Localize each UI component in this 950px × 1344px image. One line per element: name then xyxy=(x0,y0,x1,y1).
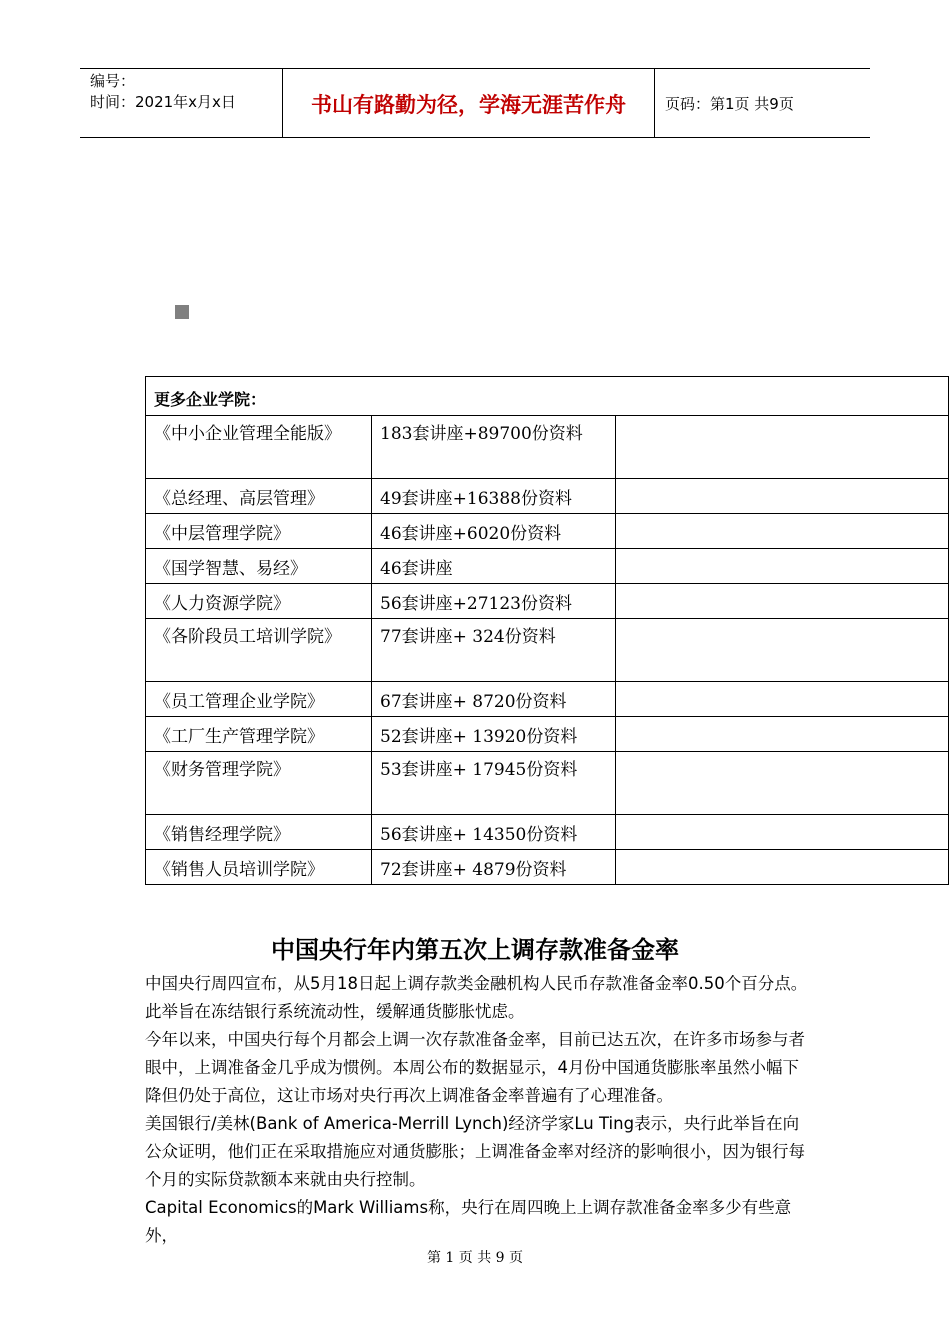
course-name: 《工厂生产管理学院》 xyxy=(146,717,372,752)
table-heading-row xyxy=(146,377,949,416)
course-name: 《销售经理学院》 xyxy=(146,815,372,850)
empty-cell xyxy=(616,752,949,815)
course-name: 《国学智慧、易经》 xyxy=(146,549,372,584)
course-desc: 53套讲座+ 17945份资料 xyxy=(372,752,616,815)
article-paragraph: 美国银行/美林(Bank of America-Merrill Lynch)经济学家Lu Ting表示，央行此举旨在向公众证明，他们正在采取措施应对通货膨胀；上调准备金率对经济的影响很小，因为银行每个月的实际贷款额本来就由央行控制。 xyxy=(145,1114,805,1189)
empty-cell xyxy=(616,416,949,479)
course-desc: 46套讲座+6020份资料 xyxy=(372,514,616,549)
course-desc: 183套讲座+89700份资料 xyxy=(372,416,616,479)
course-desc: 56套讲座+ 14350份资料 xyxy=(372,815,616,850)
course-desc: 46套讲座 xyxy=(372,549,616,584)
course-desc: 52套讲座+ 13920份资料 xyxy=(372,717,616,752)
empty-cell xyxy=(616,619,949,682)
table-row xyxy=(146,850,949,885)
table-row xyxy=(146,815,949,850)
course-name: 《中层管理学院》 xyxy=(146,514,372,549)
article-paragraph: 今年以来，中国央行每个月都会上调一次存款准备金率，目前已达五次，在许多市场参与者眼中，上调准备金几乎成为惯例。本周公布的数据显示，4月份中国通货膨胀率虽然小幅下降但仍处于高位，这让市场对央行再次上调准备金率普遍有了心理准备。 xyxy=(145,1030,805,1105)
header-meta xyxy=(90,71,280,113)
table-row xyxy=(146,619,949,682)
page-footer: 第 1 页 共 9 页 xyxy=(426,1250,524,1266)
course-desc: 56套讲座+27123份资料 xyxy=(372,584,616,619)
empty-cell xyxy=(616,549,949,584)
empty-cell xyxy=(616,584,949,619)
course-desc: 77套讲座+ 324份资料 xyxy=(372,619,616,682)
table-row xyxy=(146,416,949,479)
header-number: 编号： xyxy=(90,72,136,90)
empty-cell xyxy=(616,514,949,549)
course-name: 《总经理、高层管理》 xyxy=(146,479,372,514)
course-name: 《各阶段员工培训学院》 xyxy=(146,619,372,682)
course-name: 《财务管理学院》 xyxy=(146,752,372,815)
table-row xyxy=(146,479,949,514)
table-row xyxy=(146,717,949,752)
course-desc: 67套讲座+ 8720份资料 xyxy=(372,682,616,717)
header-motto: 书山有路勤为径，学海无涯苦作舟 xyxy=(311,92,626,117)
square-bullet-icon xyxy=(175,305,189,319)
empty-cell xyxy=(616,850,949,885)
course-table xyxy=(145,376,949,885)
table-row xyxy=(146,584,949,619)
table-row xyxy=(146,514,949,549)
empty-cell xyxy=(616,479,949,514)
course-name: 《员工管理企业学院》 xyxy=(146,682,372,717)
header-divider xyxy=(654,69,655,137)
article-paragraph: Capital Economics的Mark Williams称，央行在周四晚上上调存款准备金率多少有些意外， xyxy=(145,1198,792,1245)
course-desc: 72套讲座+ 4879份资料 xyxy=(372,850,616,885)
article-paragraph: 中国央行周四宣布，从5月18日起上调存款类金融机构人民币存款准备金率0.50个百分点。此举旨在冻结银行系统流动性，缓解通货膨胀忧虑。 xyxy=(145,974,808,1021)
table-heading: 更多企业学院： xyxy=(146,377,949,416)
course-name: 《人力资源学院》 xyxy=(146,584,372,619)
header-page-info: 页码：第1页 共9页 xyxy=(665,95,794,113)
empty-cell xyxy=(616,717,949,752)
table-row xyxy=(146,752,949,815)
course-name: 《中小企业管理全能版》 xyxy=(146,416,372,479)
course-desc: 49套讲座+16388份资料 xyxy=(372,479,616,514)
article-body xyxy=(145,970,810,1250)
empty-cell xyxy=(616,682,949,717)
article-title: 中国央行年内第五次上调存款准备金率 xyxy=(271,936,679,964)
table-row xyxy=(146,549,949,584)
table-row xyxy=(146,682,949,717)
header-time: 时间：2021年x月x日 xyxy=(90,93,236,111)
course-name: 《销售人员培训学院》 xyxy=(146,850,372,885)
document-header xyxy=(80,68,870,138)
empty-cell xyxy=(616,815,949,850)
